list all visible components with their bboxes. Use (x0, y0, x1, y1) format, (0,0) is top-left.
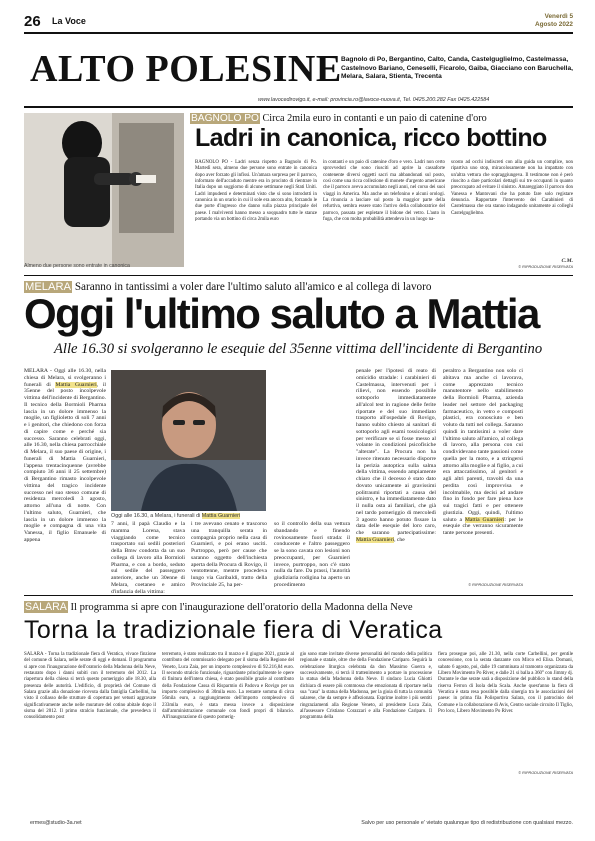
article2-kicker-text: Saranno in tantissimi a voler dare l'ultimo saluto all'amico e al collega di lavoro (74, 281, 432, 293)
article3-rights: © RIPRODUZIONE RISERVATA (518, 771, 573, 775)
header-date (535, 13, 573, 29)
article1-col1: BAGNOLO PO - Ladri senza rispetto a Bagnolo di Po. Martedì sera, almeno due persone sono entrate in canonica dopo aver forzato gli infissi. Un'amara sorpresa per il parroco, informato dell'accaduto mentre era in procinto di rientrare in Italia dopo un soggiorno di alcune settimane negli Stati Uniti. Ladri impudenti e determinati visto che si sono introdotti in canonica in un orario in cui il sole era ancora alto, forzando le due porte d'ingresso che danno sulla piazza principale del paese. I malviventi hanno messo a soqquadro tutte le stanze portando via un bottino di circa 2mila euro (195, 160, 317, 223)
victim-portrait (111, 370, 266, 511)
article3-col1: SALARA - Torna la tradizionale fiera di Veratica, vivace finzione del comune di Salara, nelle serate di oggi e domani. Il programma si apre con l'inaugurazione dell'oratorio della Madonna della Neve, restaurato dopo i danni subiti con il terremoto del 2012. La riapertura della chiesa si terrà questo pomeriggio alle 18.30, alla presenza delle autorità. L'edificio, di proprietà del Comune di Salara grazie alla donazione ricevuta dalla famiglia Carbellini, ha visto il collasso delle strutture di copertura per vetusti aggravate significativamente anche nelle murature del cotino abitale dopo il sisma del 2012. Il primo stralcio funzionale, che prevedeva il consolidamento post (24, 652, 156, 721)
article3-place-tag: SALARA (25, 601, 67, 613)
article2-col3: i tre avevano cenato e trascorso una tranquilla serata in compagnia proprio nella casa di Guarnieri, e poi erano usciti. Purtroppo, però per cause che saranno oggetto dell'inchiesta aperta della Procura di Rovigo, il ventottenne, mentre procedeva lungo via Garibaldi, tratto della Provinciale 25, ha per- (191, 521, 267, 588)
footer-email: ermes@studio-3a.net (30, 820, 82, 826)
date-month-year: Agosto 2022 (534, 21, 573, 28)
article1-kicker (190, 113, 573, 124)
article1-place-tag: BAGNOLO PO (191, 113, 259, 124)
article1-kicker-text: Circa 2mila euro in contanti e un paio di catenine d'oro (262, 113, 487, 124)
section-rule (24, 106, 573, 108)
article2-col5-body: penale per l'ipotesi di reato di omicidio stradale: i carabinieri di Castelmassa, intervenuti per i rilievi, non essendo possibile sottoporlo immediatamente all'alcol test in ragione delle ferite riportate e del suo immediato trasporto all'ospedale di Rovigo, hanno subito chiesto ai sanitari di sottoporlo agli esami tossicologici per verificare se si fosse messo al volante in condizioni psicofisiche "alterate". La Procura non ha invece ritenuto necessario disporre la perizia autoptica sulla salma della vittima, essendo ampiamente chiaro che il decesso è stato dato dovuto unicamente ai gravissimi politraumi riportati a causa del sinistro, e ha immediatamente dato il nulla osta ai familiari, che già nel tardo pomeriggio di mercoledì 3 agosto hanno potuto fissare la data delle esequie del loro caro, che saranno partecipatissime: (356, 368, 436, 536)
article3-col2: terremoto, è stato realizzato tra il marzo e il giugno 2021, grazie al contributo del commissario delegato per il sisma della Regione del Veneto, Luca Zaia, per un importo complessivo di 92.216,84 euro. Il secondo stralcio funzionale, riguardante principalmente le opere di finitura dell'intera chiesa, è stato possibile grazie al contributo della Fondazione Cassa di Risparmio di Padova e Rovigo per un importo complessivo di 30mila euro. La restante somma di circa 56mila euro, a raggiungimento dell'importo complessivo di 233mila euro, è stata messa invece a disposizione dall'amministrazione comunale con fondi propri di bilancio. All'inaugurazione di questo pomerig- (162, 652, 294, 721)
article2-col6 (443, 368, 523, 576)
article2-headline: Oggi l'ultimo saluto a Mattia (24, 290, 539, 337)
article2-col5-end: , che (394, 536, 405, 543)
article2-col5 (356, 368, 436, 589)
article1-col2: in contanti e un paio di catenine d'oro e vero. Ladri non certo sprovveduti che sono riusciti ad aprire la cassaforte contenente diversi oggetti sacri ma abbandonati sul posto, così come una ricca collezione di monete d'argento americane che il parroco aveva accumulato negli anni, nel corso dei suoi viaggi in America. Ma anche un telefonino e alcuni orologi. La rinuncia a lasciare sul posto la maggior parte della refurtiva, sembra essere stato l'arrivo della collaboratrice del parroco, passata per espletare il bidone del vetro. L'auto in fuga, che con molta probabilità attendeva in un luogo na- (323, 160, 445, 223)
article2-divider (24, 595, 573, 596)
article3-headline: Torna la tradizionale fiera di Veratica (24, 616, 443, 644)
article2-subheadline: Alle 16.30 si svolgeranno le esequie del 35enne vittima dell'incidente di Bergantino (54, 341, 543, 357)
article2-col1 (24, 368, 106, 552)
section-contacts: www.lavocedirovigo.it, e-mail: provincia.ro@lavoce-nuova.it, Tel. 0425.200.282 Fax 0425.422584 (258, 97, 490, 103)
article2-col2: 7 anni, il papà Claudio e la mamma Lorena, stava viaggiando come tecnico trasportato sui sedili posteriori della Bmw condotta da un suo collega di lavoro alla Bormioli Pharma, e con a bordo, seduto sul sedile del passeggero anteriore, anche un 30enne di Melara, coetaneo e amico d'infanzia della vittima: (111, 521, 185, 595)
footer-notice: Salvo per uso personale e' vietato qualunque tipo di redistribuzione con qualsiasi mezzo. (361, 820, 573, 826)
article2-place-tag: MELARA (25, 281, 72, 293)
article2-col1-intro: MELARA - Oggi alle 16.30, nella chiesa di Melara, si svolgeranno i funerali di (24, 368, 106, 388)
page-header (24, 13, 573, 32)
article2-col5-name: Mattia Guarnieri (356, 536, 395, 543)
date-day: Venerdì 5 (544, 13, 573, 20)
burglary-photo-caption: Almeno due persone sono entrate in canonica (24, 263, 130, 269)
paper-name: La Voce (52, 16, 86, 26)
page-number: 26 (24, 13, 41, 30)
article3-col3: gio sono state invitate diverse personalità del mondo della politica regionale e statale, oltre che della Fondazione Cariparo. Seguirà la celebrazione liturgica celebrata da don Massimo Guerra e, successivamente, si terrà il trattenimento a portare in processione la statua della Madonna della Neve. Il sindaco Lucia Ghiotti dichiara di essere più commossa che emozionata di riportare nella sua "casa" la statua della Madonna, per la gioia di tutta la comunità salarese, che da sempre è affezionata. Esprime inoltre i più sentiti ringraziamenti alla Regione Veneto, al presidente Luca Zaia, all'assessore Cristiano Corazzari e alla Fondazione Cariparo. Il programma della (300, 652, 432, 721)
article2-rights: © RIPRODUZIONE RISERVATA (468, 583, 523, 587)
victim-photo (111, 370, 266, 511)
section-title: ALTO POLESINE (30, 48, 342, 90)
article2-col1-body: , il 35enne del posto incolpevole vittima dell'incidente di Bergantino. Il tecnico della Bormioli Pharma lascia in un dolore immenso la moglie, un figlioletto di soli 7 anni e i genitori, che chiedono con forza di capire come e perché sia successo. Saranno celebrati oggi, alle 16.30, nella chiesa parrocchiale di Melara, il suo paese di origine, i funerali di Mattia Guarnieri, l'appena trentacinquenne (avrebbe compiuto 36 anni il 25 settembre) di Bergantino rimasto incolpevole vittima del tragico incidente successo nel suo stesso comune di residenza mercoledì 3 agosto, attorno all'una di notte. Con l'ultimo saluto, Guarnieri, che lascia in un dolore immenso la moglie e compagna di una vita Vanessa, il figlio Emanuele di appena (24, 381, 107, 543)
victim-caption-name: Mattia Guarnieri (201, 513, 241, 519)
article2-col6-end: : per le esequie che verranno sicuramente tante persone presenti. (443, 516, 523, 536)
victim-caption-text: Oggi alle 16.30, a Melara, i funerali di (111, 513, 201, 519)
article2-col6-name: Mattia Guarnieri (464, 516, 505, 523)
article1-author: C.M. (561, 258, 573, 264)
article1-divider (24, 275, 573, 276)
article3-kicker (24, 601, 573, 613)
burglary-photo (24, 113, 184, 267)
header-rule (24, 32, 573, 34)
article3-kicker-text: Il programma si apre con l'inaugurazione dell'oratorio della Madonna della Neve (70, 602, 413, 613)
article2-col4: so il controllo della sua vettura sbandando e finendo rovinosamente fuori strada: il conducente e l'altro passeggero se la sono cavata con lesioni non preoccupanti, per Guarnieri invece, purtroppo, non c'è stato nulla da fare. Da prassi, l'autorità giudiziaria rodigina ha aperto un procedimento (274, 521, 350, 588)
section-towns: Bagnolo di Po, Bergantino, Calto, Canda, Castelguglielmo, Castelmassa, Castelnovo Bariano, Ceneselli, Ficarolo, Gaiba, Giacciano con Baruchella, Melara, Salara, Stienta, Trecenta (341, 56, 573, 81)
article1-rights: © RIPRODUZIONE RISERVATA (518, 265, 573, 269)
article3-col4: fiera prosegue poi, alle 21.30, nella corte Carbellini, per gentile concessione, con la serata danzante con Mirco ed Elisa. Domani, sabato 6 agosto, poi, dalle 19 camminata al tramonto organizzata da Libero Movimento Po River, e dalle 21 si balla a 360° con Jimmy dj. Durante le due serate sarà a disposizione del pubblico lo stand della riserva Ferron di Isola della Scala. Anche quest'anno la fiera di Veratica è stata resa possibile dalla sinergia tra le associazioni del paese: in prima fila Polisportiva Salara, con il patrocinio del Comune e la collaborazione di Avis, Centro sociale circuito Il Tiglio, Pro loco, Libero Movimento Po River. (438, 652, 574, 715)
victim-photo-caption (111, 513, 271, 519)
article1-headline: Ladri in canonica, ricco bottino (195, 124, 547, 152)
article2-col6-body: peraltro a Bergantino non solo ci abitava ma anche ci lavorava, come apprezzato tecnico manutentore nello stabilimento della Bormioli Pharma, azienda leader nel settore del packaging farmaceutico, in vetro e composti plastici, era conosciuto e ben voluto da tutti nel collega. Saranno quindi in tantissimi a voler dare l'ultimo saluto all'amico, al collega di lavoro, alla persona con cui condividevano tante passioni come quella per la moto, e a stringersi attorno alla moglie e al figlio, a cui era attaccatissimo, al genitori e agli altri parenti, travolti da una perdita così improvvisa e incolmabile, ma decisi ad andare fino in fondo per fare piena luce sui tragici fatti e per ottenere giustizia. Oggi, quindi, l'ultimo saluto a (443, 368, 523, 523)
burglar-illustration (24, 113, 184, 267)
article2-name-highlight: Mattia Guarnieri (55, 381, 97, 388)
article1-col3: scosto ad occhi indiscreti con alla guida un complice, non ripartiva uno stop, miracolosamente non ha impattato con un'altra vettura che sopraggiungeva. Il testimone non è però riuscito a dare particolari dettagli sui tre occupanti in quanto preoccupato ad evitare il sinistro. Amareggiato il parroco don Vanessa e Mantovani che ha potuto fare solo registare denuncia. Rapportate l'intervento dei Carabinieri di Castelmassa che ora stanno indagando unitamente ai colleghi Castelguglielmo. (451, 160, 573, 216)
